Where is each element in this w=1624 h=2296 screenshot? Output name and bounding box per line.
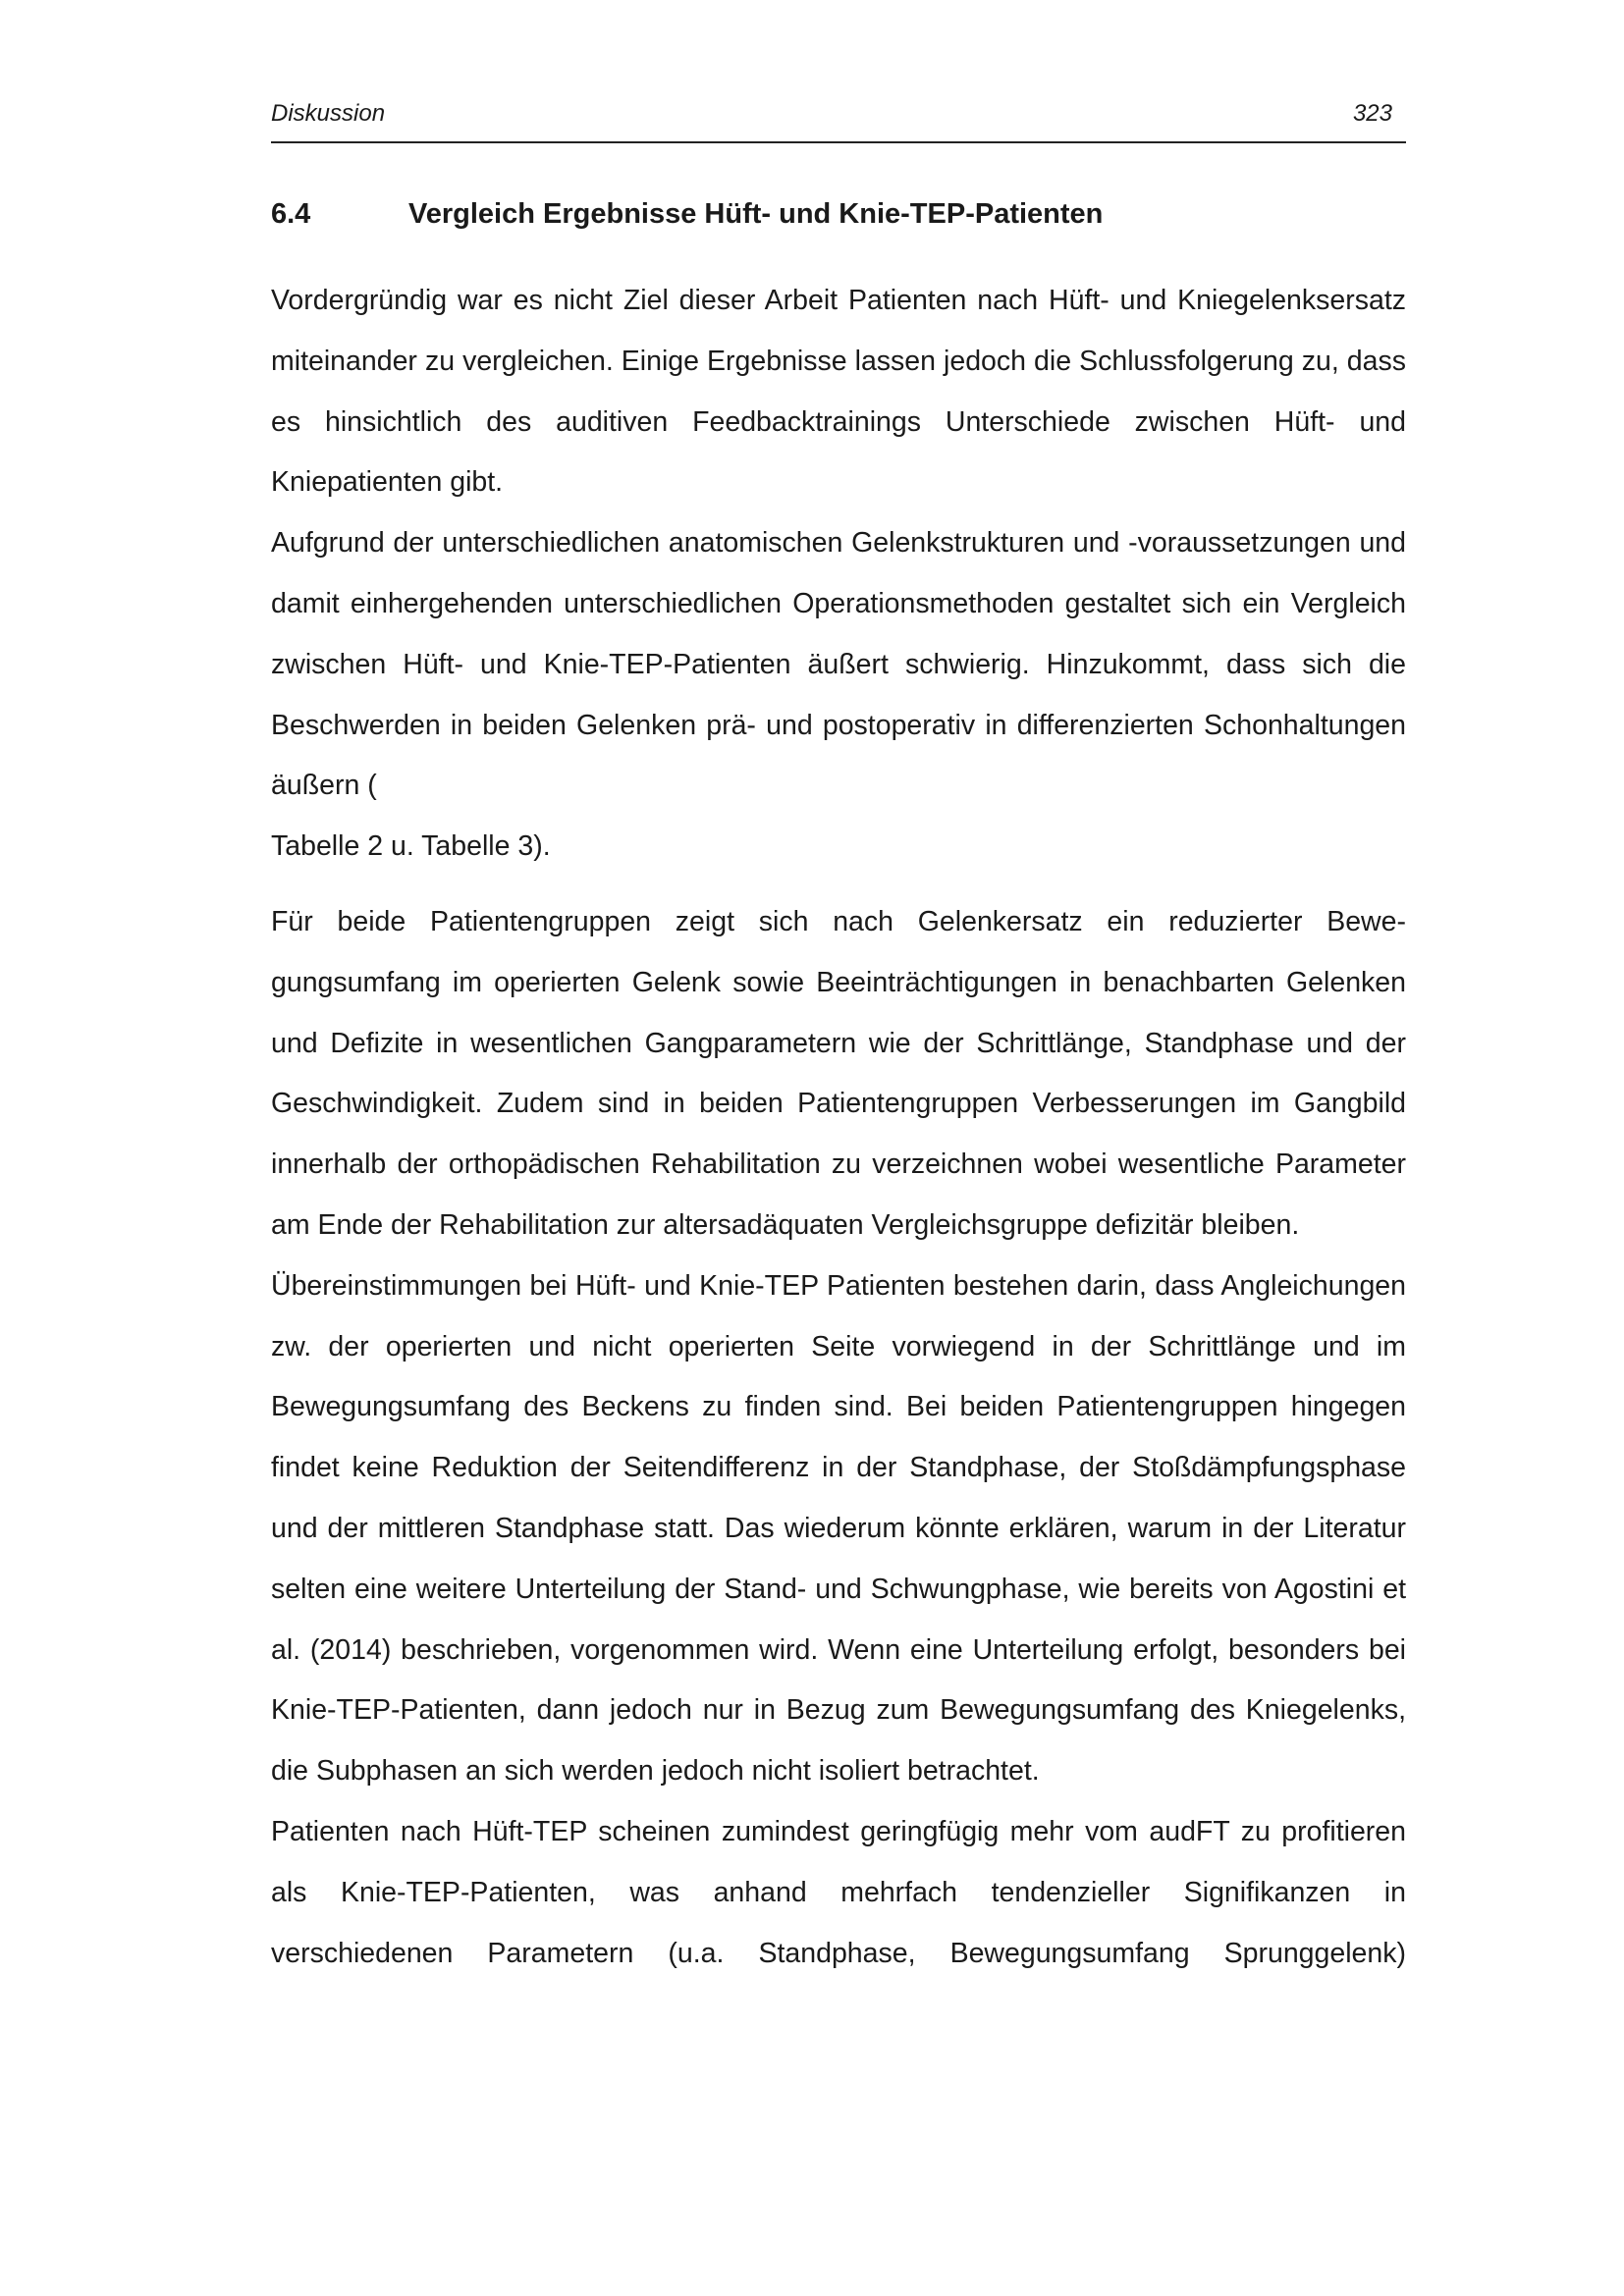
running-header [271,98,1406,143]
paragraph-table-reference: Tabelle 2 u. Tabelle 3). [271,830,551,863]
paragraph-intro: Vordergründig war es nicht Ziel dieser Arbeit Patienten nach Hüft- und Kniegelenksersatz miteinander zu vergleichen. Einige Ergebnisse lassen jedoch die Schlussfolgerung zu, dass es hinsichtlich des auditiven Feedbacktrainings Unterschiede zwischen Hüft- und Kniepatienten gibt. [271,285,1406,499]
section-heading [271,194,1103,234]
paragraph-anatomy: Aufgrund der unterschiedlichen anatomischen Gelenkstrukturen und -voraussetzungen und damit einhergehenden unterschiedlichen Operationsmethoden gestaltet sich ein Vergleich zwischen Hüft- und Knie-TEP-Patienten äußert schwierig. Hinzukommt, dass sich die Beschwerden in beiden Gelenken prä- und postoperativ in differenzierten Schonhaltungen äußern ( [271,527,1406,802]
paragraph-both-groups: Für beide Patientengruppen zeigt sich nach Gelenkersatz ein reduzierter Bewegungsumfang im operierten Gelenk sowie Beeinträchtigungen in benachbarten Gelenken und Defizite in wesentlichen Gangparametern wie der Schrittlänge, Standphase und der Geschwindigkeit. Zudem sind in beiden Patientengruppen Verbesserungen im Gangbild innerhalb der orthopädischen Rehabilitation zu verzeichnen wobei wesentliche Parameter am Ende der Rehabilitation zur altersadäquaten Vergleichsgruppe defizitär bleiben. [271,905,1406,1241]
section-title: Vergleich Ergebnisse Hüft- und Knie-TEP-Patienten [408,198,1104,230]
paragraph-agreements: Übereinstimmungen bei Hüft- und Knie-TEP Patienten bestehen darin, dass Angleichungen zw. der operierten und nicht operierten Seite vorwiegend in der Schrittlänge und im Bewegungsumfang des Beckens zu finden sind. Bei beiden Patientengruppen hingegen findet keine Reduktion der Seitendifferenz in der Standphase, der Stoßdämpfungsphase und der mittleren Standphase statt. Das wiederum könnte erklären, warum in der Literatur selten eine weitere Unterteilung der Stand- und Schwungphase, wie bereits von Agostini et al. (2014) beschrieben, vorgenommen wird. Wenn eine Unterteilung erfolgt, besonders bei Knie-TEP-Patienten, dann jedoch nur in Bezug zum Bewegungsumfang des Kniegelenks, die Subphasen an sich werden jedoch nicht isoliert betrachtet. [271,1269,1406,1788]
header-section-title: Diskussion [271,100,386,127]
paragraph-hip-benefit: Patienten nach Hüft-TEP scheinen zumindest geringfügig mehr vom audFT zu profitieren als Knie-TEP-Patienten, was anhand mehrfach tendenzieller Signifikanzen in verschiedenen Parametern (u.a. Standphase, Bewegungsumfang Sprunggelenk) [271,1815,1406,1969]
section-number: 6.4 [271,198,311,230]
body-text [271,271,1406,1984]
page-number: 323 [1352,100,1392,127]
